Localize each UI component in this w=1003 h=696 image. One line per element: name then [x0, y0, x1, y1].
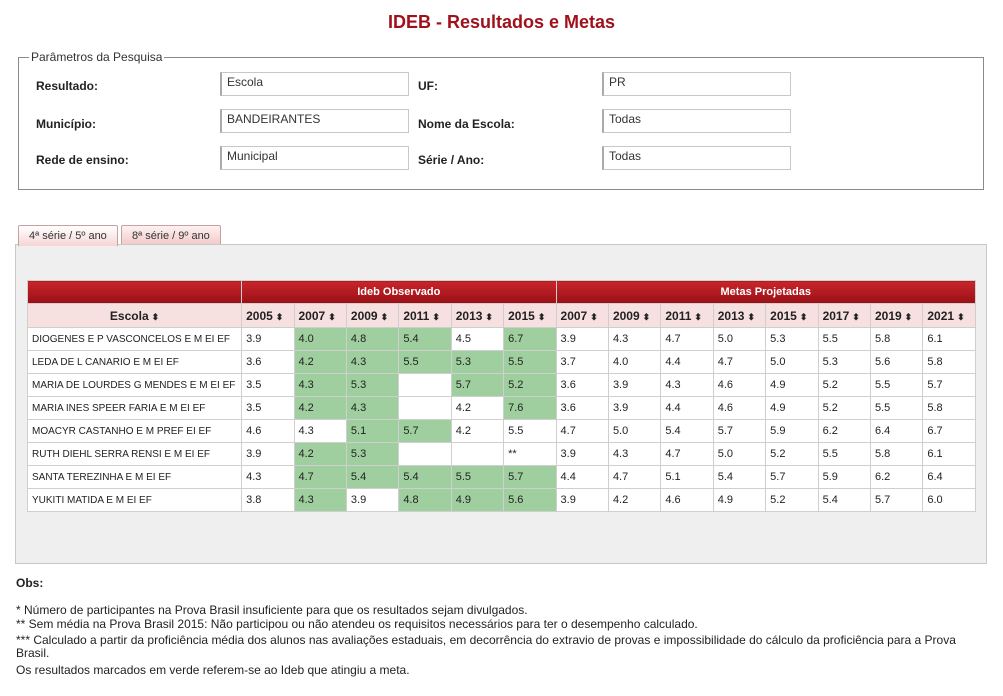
ideb-observado-cell: 3.8 [242, 489, 294, 512]
meta-projetada-cell: 5.9 [818, 466, 870, 489]
escola-cell: RUTH DIEHL SERRA RENSI E M EI EF [28, 443, 242, 466]
meta-projetada-cell: 3.6 [556, 374, 608, 397]
ideb-observado-cell: 5.7 [399, 420, 451, 443]
ideb-observado-cell: 3.9 [242, 328, 294, 351]
nome-escola-field[interactable]: Todas [602, 109, 791, 133]
table-row [28, 466, 976, 489]
page-title: IDEB - Resultados e Metas [387, 12, 616, 32]
column-label: 2011 [403, 308, 430, 323]
meta-projetada-cell: 5.0 [766, 351, 818, 374]
tab-8-serie-9-ano[interactable]: 8ª série / 9º ano [121, 225, 221, 245]
uf-field[interactable]: PR [602, 72, 791, 96]
ideb-observado-cell: 4.9 [451, 489, 503, 512]
meta-projetada-cell: 6.4 [870, 420, 922, 443]
meta-projetada-cell: 5.5 [818, 328, 870, 351]
meta-projetada-cell: 4.6 [661, 489, 713, 512]
table-row [28, 489, 976, 512]
meta-projetada-cell: 4.0 [608, 351, 660, 374]
meta-projetada-cell: 4.6 [713, 397, 765, 420]
ideb-observado-cell: 4.0 [294, 328, 346, 351]
table-row [28, 328, 976, 351]
resultado-field[interactable]: Escola [220, 72, 409, 96]
column-meta-2015[interactable] [766, 304, 818, 328]
meta-projetada-cell: 6.2 [870, 466, 922, 489]
column-meta-2021[interactable] [923, 304, 976, 328]
meta-projetada-cell: 3.9 [608, 374, 660, 397]
ideb-observado-cell: 7.6 [504, 397, 556, 420]
table-row [28, 420, 976, 443]
ideb-observado-cell: 5.3 [346, 443, 398, 466]
ideb-observado-cell: 5.5 [504, 351, 556, 374]
ideb-observado-cell: 3.5 [242, 374, 294, 397]
escola-cell: SANTA TEREZINHA E M EI EF [28, 466, 242, 489]
meta-projetada-cell: 4.7 [661, 328, 713, 351]
meta-projetada-cell: 5.5 [818, 443, 870, 466]
ideb-observado-cell: 5.5 [451, 466, 503, 489]
meta-projetada-cell: 4.7 [713, 351, 765, 374]
meta-projetada-cell: 4.4 [556, 466, 608, 489]
ideb-observado-cell [399, 374, 451, 397]
meta-projetada-cell: 6.1 [923, 328, 976, 351]
ideb-observado-cell [399, 397, 451, 420]
ideb-observado-cell [451, 443, 503, 466]
meta-projetada-cell: 5.0 [608, 420, 660, 443]
ideb-observado-cell: 4.7 [294, 466, 346, 489]
table-row [28, 351, 976, 374]
obs-note-2: ** Sem média na Prova Brasil 2015: Não participou ou não atendeu os requisitos necessários para ter o desempenho calculado. [16, 617, 698, 631]
ideb-observado-cell [399, 443, 451, 466]
meta-projetada-cell: 4.4 [661, 351, 713, 374]
sort-icon[interactable]: ⬍ [151, 311, 160, 322]
ideb-observado-cell: 4.6 [242, 420, 294, 443]
column-label: 2011 [665, 308, 692, 323]
municipio-field[interactable]: BANDEIRANTES [220, 109, 409, 133]
meta-projetada-cell: 4.7 [608, 466, 660, 489]
column-label: 2013 [717, 308, 745, 323]
column-meta-2007[interactable] [556, 304, 608, 328]
meta-projetada-cell: 5.8 [923, 351, 976, 374]
column-label: 2021 [927, 308, 955, 323]
meta-projetada-cell: 5.8 [870, 328, 922, 351]
meta-projetada-cell: 3.7 [556, 351, 608, 374]
meta-projetada-cell: 5.0 [713, 328, 765, 351]
sort-icon[interactable]: ⬍ [328, 311, 336, 322]
ideb-observado-cell: 5.7 [451, 374, 503, 397]
column-observado-2005[interactable] [242, 304, 294, 328]
column-label: 2007 [560, 308, 588, 323]
obs-note-4: Os resultados marcados em verde referem-se ao Ideb que atingiu a meta. [16, 663, 410, 677]
meta-projetada-cell: 5.7 [766, 466, 818, 489]
column-observado-2009[interactable] [346, 304, 398, 328]
escola-cell: DIOGENES E P VASCONCELOS E M EI EF [28, 328, 242, 351]
ideb-observado-cell: 3.6 [242, 351, 294, 374]
serie-ano-field[interactable]: Todas [602, 146, 791, 170]
sort-icon[interactable]: ⬍ [852, 311, 860, 322]
meta-projetada-cell: 4.2 [608, 489, 660, 512]
ideb-observado-cell: 5.3 [346, 374, 398, 397]
ideb-observado-cell: 5.2 [504, 374, 556, 397]
meta-projetada-cell: 5.6 [870, 351, 922, 374]
sort-icon[interactable]: ⬍ [432, 311, 440, 322]
escola-cell: MOACYR CASTANHO E M PREF EI EF [28, 420, 242, 443]
column-label: 2019 [874, 308, 902, 323]
meta-projetada-cell: 4.7 [661, 443, 713, 466]
meta-projetada-cell: 6.2 [818, 420, 870, 443]
ideb-observado-cell: 3.9 [346, 489, 398, 512]
ideb-observado-cell: ** [504, 443, 556, 466]
column-observado-2015[interactable] [504, 304, 556, 328]
meta-projetada-cell: 5.4 [818, 489, 870, 512]
sort-icon[interactable]: ⬍ [642, 311, 651, 322]
meta-projetada-cell: 5.7 [870, 489, 922, 512]
meta-projetada-cell: 3.9 [556, 489, 608, 512]
meta-projetada-cell: 5.2 [766, 443, 818, 466]
ideb-observado-cell: 4.2 [294, 351, 346, 374]
ideb-observado-cell: 5.4 [399, 466, 451, 489]
sort-icon[interactable]: ⬍ [380, 311, 389, 322]
column-escola[interactable] [28, 304, 242, 328]
ideb-observado-cell: 4.2 [451, 420, 503, 443]
meta-projetada-cell: 5.4 [713, 466, 765, 489]
group-ideb-observado: Ideb Observado [242, 281, 556, 304]
table-row [28, 443, 976, 466]
ideb-observado-cell: 5.4 [346, 466, 398, 489]
ideb-observado-cell: 4.3 [346, 351, 398, 374]
ideb-table [27, 280, 976, 512]
ideb-observado-cell: 3.9 [242, 443, 294, 466]
meta-projetada-cell: 3.9 [608, 397, 660, 420]
ideb-observado-cell: 5.5 [399, 351, 451, 374]
rede-ensino-label: Rede de ensino: [36, 153, 129, 167]
rede-ensino-field[interactable]: Municipal [220, 146, 409, 170]
sort-icon[interactable]: ⬍ [537, 311, 546, 322]
column-label: 2009 [350, 308, 378, 323]
sort-icon[interactable]: ⬍ [904, 311, 913, 322]
meta-projetada-cell: 5.2 [766, 489, 818, 512]
meta-projetada-cell: 4.9 [766, 397, 818, 420]
meta-projetada-cell: 4.3 [608, 443, 660, 466]
serie-ano-label: Série / Ano: [418, 153, 485, 167]
ideb-observado-cell: 4.3 [294, 489, 346, 512]
ideb-observado-cell: 4.2 [294, 397, 346, 420]
ideb-observado-cell: 4.8 [399, 489, 451, 512]
ideb-observado-cell: 4.3 [242, 466, 294, 489]
ideb-observado-cell: 3.5 [242, 397, 294, 420]
sort-icon[interactable]: ⬍ [747, 311, 755, 322]
column-label: 2009 [612, 308, 640, 323]
sort-icon[interactable]: ⬍ [694, 311, 702, 322]
obs-note-1: * Número de participantes na Prova Brasil insuficiente para que os resultados sejam divulgados. [16, 603, 528, 617]
municipio-label: Município: [36, 117, 96, 131]
ideb-observado-cell: 4.5 [451, 328, 503, 351]
escola-cell: MARIA INES SPEER FARIA E M EI EF [28, 397, 242, 420]
column-meta-2011[interactable] [661, 304, 713, 328]
column-label: 2007 [298, 308, 326, 323]
meta-projetada-cell: 5.9 [766, 420, 818, 443]
ideb-observado-cell: 5.6 [504, 489, 556, 512]
column-meta-2013[interactable] [713, 304, 765, 328]
column-label: 2017 [822, 308, 850, 323]
header-blank [28, 281, 242, 304]
ideb-observado-cell: 4.2 [451, 397, 503, 420]
meta-projetada-cell: 5.2 [818, 374, 870, 397]
meta-projetada-cell: 6.7 [923, 420, 976, 443]
ideb-observado-cell: 4.8 [346, 328, 398, 351]
escola-cell: LEDA DE L CANARIO E M EI EF [28, 351, 242, 374]
tab-4-serie-5-ano[interactable]: 4ª série / 5º ano [18, 225, 118, 246]
table-row [28, 374, 976, 397]
meta-projetada-cell: 5.7 [713, 420, 765, 443]
ideb-observado-cell: 6.7 [504, 328, 556, 351]
meta-projetada-cell: 5.5 [870, 374, 922, 397]
meta-projetada-cell: 5.8 [870, 443, 922, 466]
meta-projetada-cell: 4.3 [661, 374, 713, 397]
ideb-observado-cell: 4.3 [294, 420, 346, 443]
meta-projetada-cell: 5.5 [870, 397, 922, 420]
ideb-observado-cell: 5.5 [504, 420, 556, 443]
column-label: 2005 [246, 308, 273, 323]
meta-projetada-cell: 3.9 [556, 443, 608, 466]
sort-icon[interactable]: ⬍ [957, 311, 965, 322]
meta-projetada-cell: 5.8 [923, 397, 976, 420]
meta-projetada-cell: 6.0 [923, 489, 976, 512]
sort-icon[interactable]: ⬍ [485, 311, 493, 322]
uf-label: UF: [418, 79, 438, 93]
meta-projetada-cell: 4.9 [766, 374, 818, 397]
ideb-observado-cell: 4.3 [346, 397, 398, 420]
column-observado-2013[interactable] [451, 304, 503, 328]
ideb-observado-cell: 5.3 [451, 351, 503, 374]
column-observado-2011[interactable] [399, 304, 451, 328]
meta-projetada-cell: 4.9 [713, 489, 765, 512]
obs-title: Obs: [16, 576, 44, 590]
ideb-observado-cell: 4.2 [294, 443, 346, 466]
meta-projetada-cell: 3.9 [556, 328, 608, 351]
table-row [28, 397, 976, 420]
meta-projetada-cell: 5.2 [818, 397, 870, 420]
sort-icon[interactable]: ⬍ [799, 311, 808, 322]
column-meta-2019[interactable] [870, 304, 922, 328]
params-legend: Parâmetros da Pesquisa [31, 50, 163, 64]
meta-projetada-cell: 5.7 [923, 374, 976, 397]
column-label: 2013 [455, 308, 483, 323]
meta-projetada-cell: 6.4 [923, 466, 976, 489]
ideb-observado-cell: 5.1 [346, 420, 398, 443]
meta-projetada-cell: 5.3 [766, 328, 818, 351]
column-label: 2015 [508, 308, 535, 323]
ideb-observado-cell: 5.7 [504, 466, 556, 489]
meta-projetada-cell: 5.3 [818, 351, 870, 374]
column-meta-2009[interactable] [608, 304, 660, 328]
meta-projetada-cell: 4.4 [661, 397, 713, 420]
sort-icon[interactable]: ⬍ [275, 311, 284, 322]
ideb-observado-cell: 4.3 [294, 374, 346, 397]
column-meta-2017[interactable] [818, 304, 870, 328]
obs-note-3: *** Calculado a partir da proficiência média dos alunos nas avaliações estaduais, em decorrência do extravio de provas e impossibilidade do cálculo da proficiência para a Prova Brasil. [16, 633, 956, 660]
column-label: Escola [109, 308, 149, 323]
meta-projetada-cell: 5.0 [713, 443, 765, 466]
meta-projetada-cell: 5.4 [661, 420, 713, 443]
meta-projetada-cell: 5.1 [661, 466, 713, 489]
nome-escola-label: Nome da Escola: [418, 117, 515, 131]
resultado-label: Resultado: [36, 79, 99, 93]
escola-cell: MARIA DE LOURDES G MENDES E M EI EF [28, 374, 242, 397]
meta-projetada-cell: 4.6 [713, 374, 765, 397]
column-observado-2007[interactable] [294, 304, 346, 328]
column-label: 2015 [770, 308, 797, 323]
meta-projetada-cell: 6.1 [923, 443, 976, 466]
escola-cell: YUKITI MATIDA E M EI EF [28, 489, 242, 512]
group-metas-projetadas: Metas Projetadas [556, 281, 975, 304]
meta-projetada-cell: 4.7 [556, 420, 608, 443]
ideb-observado-cell: 5.4 [399, 328, 451, 351]
meta-projetada-cell: 4.3 [608, 328, 660, 351]
meta-projetada-cell: 3.6 [556, 397, 608, 420]
sort-icon[interactable]: ⬍ [590, 311, 598, 322]
